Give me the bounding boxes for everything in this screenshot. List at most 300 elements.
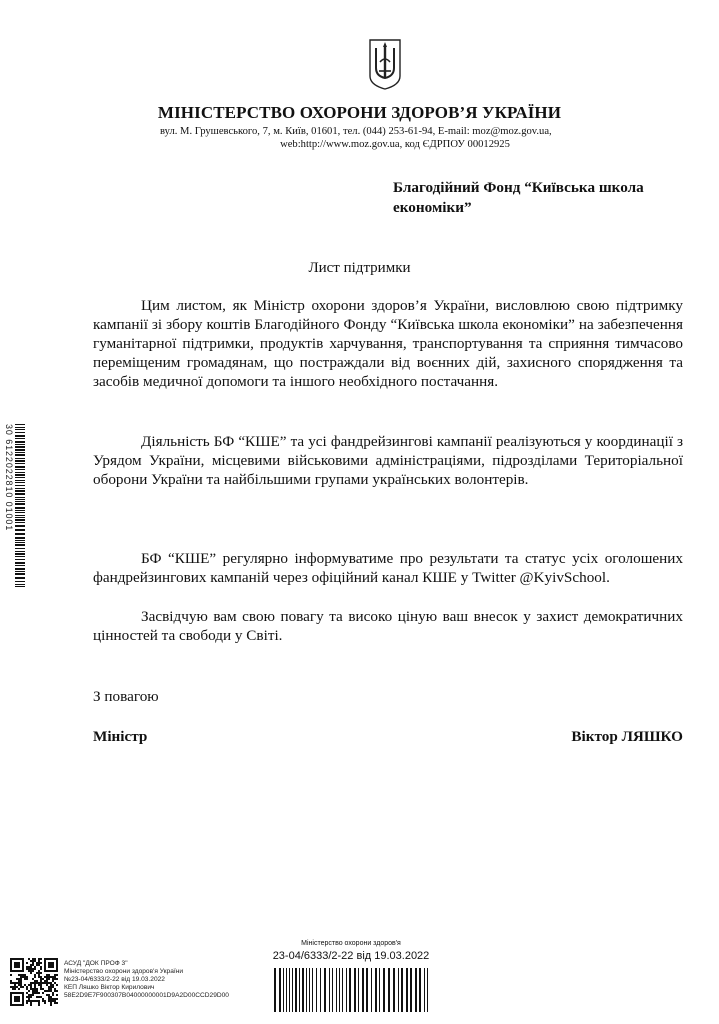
qr-module — [34, 1000, 36, 1002]
qr-module — [26, 988, 28, 990]
qr-module — [36, 988, 38, 990]
barcode-bar — [15, 438, 25, 439]
qr-module — [52, 980, 54, 982]
barcode-bar — [15, 480, 25, 481]
letter-paragraph: Діяльність БФ “КШЕ” та усі фандрейзингові кампанії реалізуються у координації з Урядом України, місцевими військовими адміністраціями, підрозділами Територіальної оборони України та найбільшими групами українських волонтерів. — [93, 433, 683, 488]
qr-module — [50, 988, 52, 990]
barcode-bar — [15, 429, 25, 430]
barcode-bar — [339, 968, 340, 1012]
qr-module — [28, 996, 30, 998]
qr-module — [32, 990, 34, 992]
qr-module — [34, 984, 36, 986]
barcode-bar — [15, 586, 25, 587]
barcode-bar — [406, 968, 408, 1012]
qr-module — [20, 976, 22, 978]
qr-finder — [48, 962, 54, 968]
qr-module — [34, 960, 36, 962]
qr-module — [38, 976, 40, 978]
barcode-bar — [15, 519, 25, 521]
qr-module — [48, 978, 50, 980]
barcode-bar — [362, 968, 364, 1012]
edoc-line: АСУД "ДОК ПРОФ 3" — [64, 960, 128, 967]
qr-module — [54, 982, 56, 984]
qr-module — [34, 988, 36, 990]
qr-module — [36, 990, 38, 992]
barcode-bar — [15, 515, 25, 516]
qr-module — [56, 1002, 58, 1004]
barcode-bar — [309, 968, 310, 1012]
qr-module — [16, 982, 18, 984]
qr-module — [34, 980, 36, 982]
qr-module — [48, 986, 50, 988]
barcode-bar — [15, 493, 25, 495]
barcode-bar — [15, 472, 25, 473]
qr-module — [52, 978, 54, 980]
barcode-bar — [15, 571, 25, 572]
qr-module — [14, 988, 16, 990]
qr-module — [54, 978, 56, 980]
qr-module — [28, 966, 30, 968]
qr-module — [52, 998, 54, 1000]
signatory-role: Міністр — [93, 728, 148, 745]
barcode-bar — [15, 553, 25, 555]
barcode-bar — [329, 968, 330, 1012]
barcode-bar — [379, 968, 380, 1012]
qr-module — [48, 994, 50, 996]
qr-module — [52, 984, 54, 986]
recipient-line: економіки” — [393, 199, 472, 216]
qr-module — [38, 992, 40, 994]
edoc-line: №23-04/6333/2-22 від 19.03.2022 — [64, 976, 165, 983]
qr-module — [30, 984, 32, 986]
qr-module — [26, 966, 28, 968]
barcode-bar — [401, 968, 403, 1012]
qr-module — [30, 994, 32, 996]
qr-module — [50, 982, 52, 984]
qr-module — [32, 988, 34, 990]
qr-module — [52, 994, 54, 996]
qr-module — [10, 980, 12, 982]
barcode-bar — [15, 446, 25, 448]
qr-module — [54, 998, 56, 1000]
qr-module — [30, 972, 32, 974]
qr-module — [28, 984, 30, 986]
qr-module — [48, 996, 50, 998]
qr-module — [32, 994, 34, 996]
barcode-bar — [15, 474, 25, 476]
qr-module — [38, 964, 40, 966]
qr-module — [36, 962, 38, 964]
qr-module — [56, 998, 58, 1000]
qr-module — [42, 978, 44, 980]
signatory-name: Віктор ЛЯШКО — [571, 728, 683, 745]
barcode-bar — [15, 432, 25, 433]
barcode-bar — [332, 968, 333, 1012]
barcode-bar — [346, 968, 347, 1012]
barcode-bar — [349, 968, 351, 1012]
qr-module — [40, 976, 42, 978]
qr-module — [46, 990, 48, 992]
qr-module — [48, 990, 50, 992]
qr-module — [20, 984, 22, 986]
barcode-bar — [15, 559, 25, 560]
qr-module — [40, 988, 42, 990]
qr-module — [48, 988, 50, 990]
qr-module — [40, 980, 42, 982]
qr-module — [24, 984, 26, 986]
barcode-bar — [283, 968, 284, 1012]
qr-module — [34, 974, 36, 976]
barcode-bar — [289, 968, 290, 1012]
recipient-line: Благодійний Фонд “Київська школа — [393, 179, 644, 196]
qr-module — [26, 976, 28, 978]
qr-module — [20, 974, 22, 976]
qr-module — [44, 980, 46, 982]
barcode-bar — [15, 533, 25, 535]
qr-module — [30, 986, 32, 988]
qr-module — [54, 976, 56, 978]
qr-module — [30, 970, 32, 972]
qr-module — [54, 990, 56, 992]
qr-module — [38, 1002, 40, 1004]
barcode-bar — [15, 517, 25, 518]
barcode-bar — [342, 968, 343, 1012]
qr-module — [36, 1000, 38, 1002]
qr-module — [46, 974, 48, 976]
barcode-bar — [320, 968, 321, 1012]
qr-module — [30, 1002, 32, 1004]
qr-module — [38, 996, 40, 998]
qr-module — [46, 980, 48, 982]
qr-module — [48, 982, 50, 984]
qr-module — [26, 992, 28, 994]
barcode-bar — [15, 497, 25, 498]
barcode-bar — [15, 581, 25, 582]
barcode-bar — [15, 466, 25, 468]
side-barcode-digits: 30 6122022810 01001 — [4, 424, 14, 532]
letter-paragraph: Цим листом, як Міністр охорони здоров’я України, висловлюю свою підтримку кампанії зі збору коштів Благодійного Фонду “Київська школа економіки” на забезпечення гуманітарної підтримки, продуктів харчування, транспортування та сприяння тимчасово переміщеним громадянам, що постраждали від воєнних дій, захисного спорядження та засобів медичної допомоги та іншого необхідного постачання. — [93, 297, 683, 390]
barcode-bar — [15, 529, 25, 531]
barcode-bar — [316, 968, 317, 1012]
recipient-block — [393, 178, 693, 218]
barcode-bar — [15, 537, 25, 539]
qr-module — [44, 1002, 46, 1004]
qr-module — [26, 1000, 28, 1002]
qr-module — [54, 988, 56, 990]
barcode-bar — [358, 968, 359, 1012]
qr-module — [22, 974, 24, 976]
qr-module — [48, 976, 50, 978]
letter-title: Лист підтримки — [308, 260, 411, 276]
barcode-bar — [393, 968, 395, 1012]
qr-module — [44, 990, 46, 992]
barcode-bar — [274, 968, 276, 1012]
barcode-bar — [286, 968, 287, 1012]
barcode-bar — [279, 968, 281, 1012]
qr-module — [10, 986, 12, 988]
qr-module — [34, 990, 36, 992]
qr-module — [24, 976, 26, 978]
barcode-bar — [15, 477, 25, 478]
qr-module — [38, 984, 40, 986]
qr-module — [42, 988, 44, 990]
qr-module — [28, 990, 30, 992]
qr-module — [30, 960, 32, 962]
registration-stamp — [262, 940, 440, 1016]
qr-module — [12, 982, 14, 984]
barcode-bar — [15, 542, 25, 543]
qr-module — [48, 998, 50, 1000]
qr-code-icon — [10, 958, 58, 1006]
qr-module — [38, 970, 40, 972]
barcode-bar — [292, 968, 293, 1012]
qr-module — [30, 988, 32, 990]
barcode-bar — [15, 577, 25, 579]
barcode-bar — [15, 548, 25, 549]
qr-module — [52, 1000, 54, 1002]
qr-module — [14, 986, 16, 988]
qr-module — [48, 1000, 50, 1002]
qr-module — [26, 962, 28, 964]
qr-module — [28, 998, 30, 1000]
barcode-bar — [410, 968, 412, 1012]
barcode-bar — [383, 968, 385, 1012]
ministry-address: вул. М. Грушевського, 7, м. Київ, 01601, тел. (044) 253-61-94, E-mail: moz@moz.gov.ua, — [160, 126, 552, 137]
qr-module — [22, 986, 24, 988]
qr-module — [56, 978, 58, 980]
qr-finder — [14, 962, 20, 968]
ministry-name: МІНІСТЕРСТВО ОХОРОНИ ЗДОРОВ’Я УКРАЇНИ — [157, 103, 562, 122]
qr-module — [24, 974, 26, 976]
qr-module — [28, 958, 30, 960]
qr-module — [14, 982, 16, 984]
qr-module — [20, 986, 22, 988]
edoc-line: КЕП Ляшко Віктор Кирилович — [64, 984, 155, 991]
closing-phrase: З повагою — [93, 688, 159, 705]
qr-module — [20, 980, 22, 982]
qr-module — [38, 960, 40, 962]
barcode-bar — [15, 454, 25, 456]
qr-module — [40, 966, 42, 968]
barcode-bar — [398, 968, 399, 1012]
qr-module — [38, 982, 40, 984]
qr-module — [38, 958, 40, 960]
qr-module — [34, 958, 36, 960]
barcode-bar — [15, 522, 25, 523]
qr-module — [14, 984, 16, 986]
barcode-bar — [419, 968, 421, 1012]
qr-module — [40, 986, 42, 988]
barcode-bar — [15, 463, 25, 464]
qr-module — [46, 978, 48, 980]
letter-paragraph: БФ “КШЕ” регулярно інформуватиме про результати та статус усіх оголошених фандрейзингових кампаній через офіційний канал КШЕ у Twitter @KyivSchool. — [93, 550, 683, 586]
registration-caption: Міністерство охорони здоров'я — [301, 940, 401, 947]
qr-module — [54, 1000, 56, 1002]
qr-module — [56, 990, 58, 992]
qr-module — [32, 958, 34, 960]
barcode-bar — [15, 568, 25, 570]
barcode-bar — [302, 968, 304, 1012]
qr-module — [20, 982, 22, 984]
qr-module — [40, 962, 42, 964]
edoc-line: Міністерство охорони здоров'я України — [64, 968, 184, 975]
qr-module — [18, 984, 20, 986]
qr-module — [28, 970, 30, 972]
qr-module — [18, 982, 20, 984]
barcode-bar — [415, 968, 417, 1012]
qr-module — [36, 980, 38, 982]
qr-module — [36, 972, 38, 974]
barcode-bar — [15, 525, 25, 527]
qr-module — [52, 992, 54, 994]
qr-module — [52, 986, 54, 988]
qr-module — [38, 962, 40, 964]
qr-module — [38, 972, 40, 974]
qr-module — [52, 976, 54, 978]
qr-module — [32, 992, 34, 994]
qr-module — [18, 978, 20, 980]
qr-module — [56, 984, 58, 986]
qr-module — [44, 1000, 46, 1002]
qr-module — [32, 970, 34, 972]
barcode-bar — [15, 441, 25, 443]
qr-module — [30, 968, 32, 970]
barcode-bar — [427, 968, 428, 1012]
barcode-bar — [15, 485, 25, 486]
qr-module — [32, 964, 34, 966]
barcode-bar — [15, 544, 25, 546]
qr-module — [40, 958, 42, 960]
barcode-bar — [354, 968, 356, 1012]
qr-module — [30, 996, 32, 998]
qr-module — [18, 988, 20, 990]
qr-module — [30, 1000, 32, 1002]
qr-module — [42, 982, 44, 984]
qr-module — [36, 964, 38, 966]
barcode-bar — [15, 435, 25, 437]
barcode-bar — [295, 968, 297, 1012]
qr-module — [56, 994, 58, 996]
qr-module — [44, 976, 46, 978]
qr-module — [40, 972, 42, 974]
qr-module — [54, 1002, 56, 1004]
side-barcode — [3, 424, 25, 590]
trident-emblem-icon — [368, 38, 402, 90]
qr-module — [32, 978, 34, 980]
qr-module — [26, 1002, 28, 1004]
qr-module — [16, 978, 18, 980]
barcode-bar — [15, 427, 25, 428]
barcode-bar — [15, 503, 25, 505]
barcode-bar — [15, 501, 25, 502]
qr-module — [38, 1004, 40, 1006]
qr-module — [40, 968, 42, 970]
qr-module — [30, 964, 32, 966]
barcode-bar — [15, 573, 25, 575]
barcode-bar — [15, 469, 25, 470]
qr-module — [34, 982, 36, 984]
qr-module — [36, 982, 38, 984]
qr-module — [32, 1000, 34, 1002]
barcode-bar — [15, 562, 25, 564]
qr-module — [50, 1004, 52, 1006]
barcode-bar — [312, 968, 313, 1012]
qr-module — [46, 976, 48, 978]
qr-module — [30, 966, 32, 968]
qr-module — [24, 978, 26, 980]
qr-module — [26, 978, 28, 980]
qr-module — [46, 984, 48, 986]
qr-finder — [14, 996, 20, 1002]
qr-module — [28, 968, 30, 970]
qr-module — [30, 1004, 32, 1006]
barcode-bar — [15, 424, 25, 425]
barcode-bar — [15, 565, 25, 566]
barcode-bar — [15, 584, 25, 585]
qr-module — [50, 1000, 52, 1002]
qr-module — [34, 986, 36, 988]
barcode-bar — [366, 968, 368, 1012]
qr-module — [32, 962, 34, 964]
qr-module — [34, 992, 36, 994]
qr-module — [26, 996, 28, 998]
qr-module — [54, 974, 56, 976]
barcode-bar — [424, 968, 425, 1012]
barcode-bar — [306, 968, 307, 1012]
barcode-bar — [15, 488, 25, 489]
qr-module — [36, 996, 38, 998]
qr-module — [32, 982, 34, 984]
qr-module — [50, 986, 52, 988]
ministry-web-code: web:http://www.moz.gov.ua, код ЄДРПОУ 00012925 — [280, 139, 510, 150]
barcode-bar — [15, 460, 25, 462]
qr-module — [34, 968, 36, 970]
qr-module — [50, 984, 52, 986]
barcode-bar — [15, 444, 25, 445]
qr-module — [28, 994, 30, 996]
qr-module — [36, 992, 38, 994]
letter-paragraph: Засвідчую вам свою повагу та високо ціную ваш внесок у захист демократичних цінностей та свободи у Світі. — [93, 608, 683, 644]
barcode-bar — [15, 510, 25, 511]
qr-module — [26, 968, 28, 970]
qr-module — [50, 996, 52, 998]
qr-module — [34, 976, 36, 978]
qr-module — [34, 966, 36, 968]
barcode-bar — [388, 968, 390, 1012]
barcode-bar — [324, 968, 326, 1012]
qr-module — [48, 974, 50, 976]
qr-module — [22, 976, 24, 978]
registration-barcode-icon — [274, 968, 430, 1012]
qr-module — [42, 998, 44, 1000]
qr-module — [30, 982, 32, 984]
qr-module — [50, 1002, 52, 1004]
qr-module — [12, 988, 14, 990]
qr-module — [46, 994, 48, 996]
qr-module — [42, 1000, 44, 1002]
qr-module — [40, 978, 42, 980]
barcode-bar — [15, 458, 25, 459]
registration-number: 23-04/6333/2-22 від 19.03.2022 — [272, 950, 430, 962]
qr-module — [40, 982, 42, 984]
qr-module — [56, 974, 58, 976]
qr-module — [38, 974, 40, 976]
barcode-bar — [15, 490, 25, 492]
barcode-bar — [15, 512, 25, 513]
qr-module — [20, 978, 22, 980]
qr-module — [12, 986, 14, 988]
barcode-bar — [336, 968, 337, 1012]
